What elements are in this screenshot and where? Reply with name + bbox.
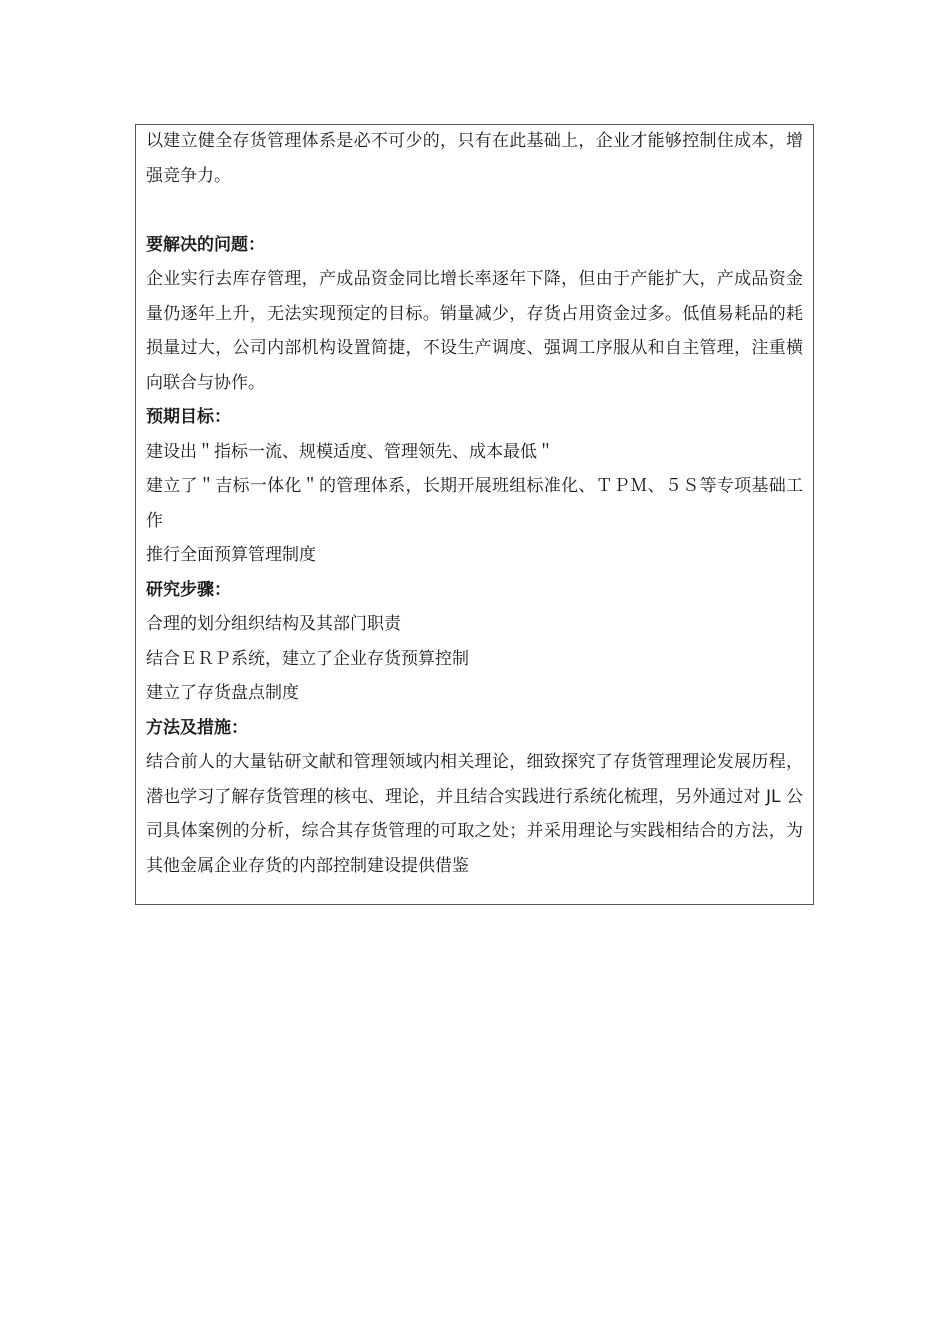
methods-heading: 方法及措施： <box>146 717 248 738</box>
methods-paragraph: 结合前人的大量钻研文献和管理领域内相关理论，细致探究了存货管理理论发展历程，潜也学习了解存货管理的核屯、理论，并且结合实践进行系统化梳理，另外通过对 JL 公司具体案例的分析，综合其存货管理的可取之处；并采用理论与实践相结合的方法，为其他金属企业存货的内部控制建设提供借鉴 <box>146 752 803 876</box>
step-item: 结合ＥＲＰ系统，建立了企业存货预算控制 <box>146 648 469 669</box>
goal-item: 推行全面预算管理制度 <box>146 545 316 565</box>
goal-item: 建立了＂吉标一体化＂的管理体系，长期开展班组标准化、ＴＰＭ、５Ｓ等专项基础工作 <box>146 476 803 531</box>
goal-item: 建设出＂指标一流、规模适度、管理领先、成本最低＂ <box>146 441 554 462</box>
document-table-cell <box>135 124 814 905</box>
steps-heading: 研究步骤： <box>146 579 231 600</box>
document-content <box>146 124 803 883</box>
problems-paragraph: 企业实行去库存管理，产成品资金同比增长率逐年下降，但由于产能扩大，产成品资金量仍逐年上升，无法实现预定的目标。销量减少，存货占用资金过多。低值易耗品的耗损量过大，公司内部机构设置简捷，不设生产调度、强调工序服从和自主管理，注重横向联合与协作。 <box>146 269 803 393</box>
problems-heading: 要解决的问题： <box>146 234 265 255</box>
blank-line <box>146 193 803 228</box>
step-item: 建立了存货盘点制度 <box>146 683 299 703</box>
intro-paragraph: 以建立健全存货管理体系是必不可少的，只有在此基础上，企业才能够控制住成本，增强竞争力。 <box>146 131 803 186</box>
goals-heading: 预期目标： <box>146 407 231 427</box>
step-item: 合理的划分组织结构及其部门职责 <box>146 614 401 634</box>
